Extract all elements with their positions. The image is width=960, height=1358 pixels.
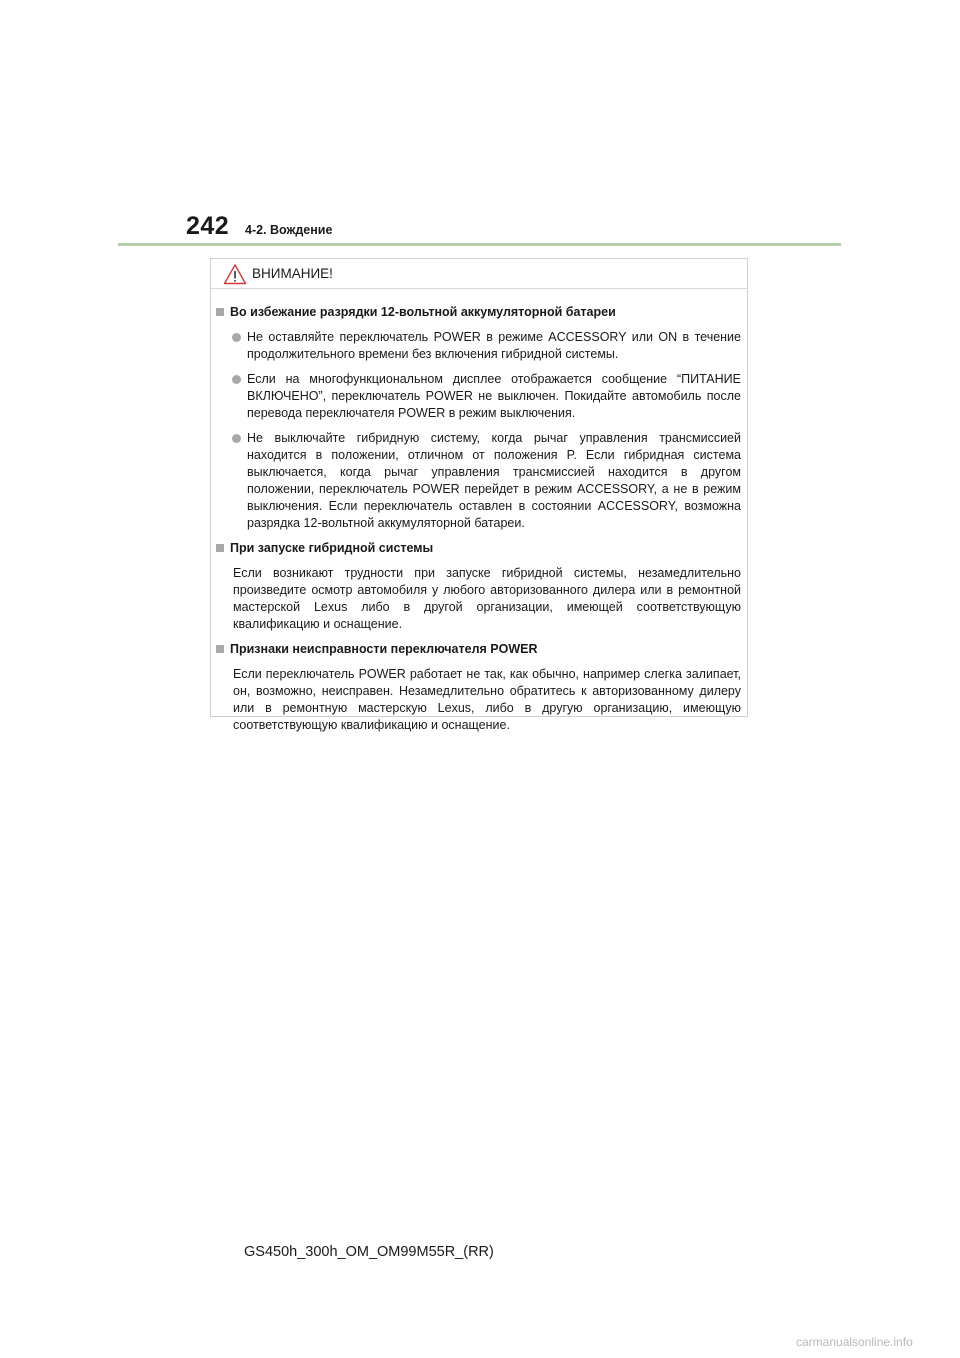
heading-text: При запуске гибридной системы: [230, 541, 434, 555]
section-heading-malfunction: [216, 641, 741, 658]
bullet-text: Не выключайте гибридную систему, когда рычаг управления трансмиссией находится в положении, отличном от положения P. Если гибридная система выключается, когда рычаг управления трансмиссией находится в другом положении, переключатель POWER перейдет в режим ACCESSORY, а не в режим выключения. Если переключатель оставлен в состоянии ACCESSORY, возможна разрядка 12-вольтной аккумуляторной батареи.: [247, 431, 741, 530]
section-heading-battery: [216, 304, 741, 321]
manual-code: GS450h_300h_OM_OM99M55R_(RR): [244, 1244, 494, 1260]
circle-bullet-icon: [232, 333, 241, 342]
heading-text: Признаки неисправности переключателя POWER: [230, 642, 538, 656]
square-bullet-icon: [216, 544, 224, 552]
warning-box: [210, 258, 748, 732]
watermark: carmanualsonline.info: [796, 1335, 913, 1349]
bullet-text: Не оставляйте переключатель POWER в режиме ACCESSORY или ON в течение продолжительного времени без включения гибридной системы.: [247, 330, 741, 361]
section-paragraph: Если переключатель POWER работает не так, как обычно, например слегка залипает, он, возможно, неисправен. Незамедлительно обратитесь к авторизованному дилеру или в ремонтную мастерскую Lexus, либо в другую организацию, имеющую соответствующую квалификацию и оснащение.: [233, 667, 741, 732]
section-paragraph: Если возникают трудности при запуске гибридной системы, незамедлительно произведите осмотр автомобиля у любого авторизованного дилера или в ремонтной мастерской Lexus либо в другой организации, имеющей соответствующую квалификацию и оснащение.: [233, 566, 741, 631]
circle-bullet-icon: [232, 434, 241, 443]
warning-header: [211, 259, 747, 289]
bullet-text: Если на многофункциональном дисплее отображается сообщение “ПИТАНИЕ ВКЛЮЧЕНО”, переключатель POWER не выключен. Покидайте автомобиль после перевода переключателя POWER в режим выключения.: [247, 372, 741, 420]
bullet-item: [216, 430, 741, 532]
square-bullet-icon: [216, 645, 224, 653]
section-heading-start: [216, 540, 741, 557]
page-number: 242: [186, 212, 230, 240]
warning-body: [211, 289, 747, 734]
warning-triangle-icon: [223, 263, 247, 285]
warning-label: ВНИМАНИЕ!: [252, 266, 333, 281]
bullet-item: [216, 371, 741, 422]
bullet-item: [216, 329, 741, 363]
heading-text: Во избежание разрядки 12-вольтной аккумуляторной батареи: [230, 305, 616, 319]
square-bullet-icon: [216, 308, 224, 316]
header-divider: [118, 243, 841, 246]
circle-bullet-icon: [232, 375, 241, 384]
section-title: 4-2. Вождение: [245, 223, 333, 237]
